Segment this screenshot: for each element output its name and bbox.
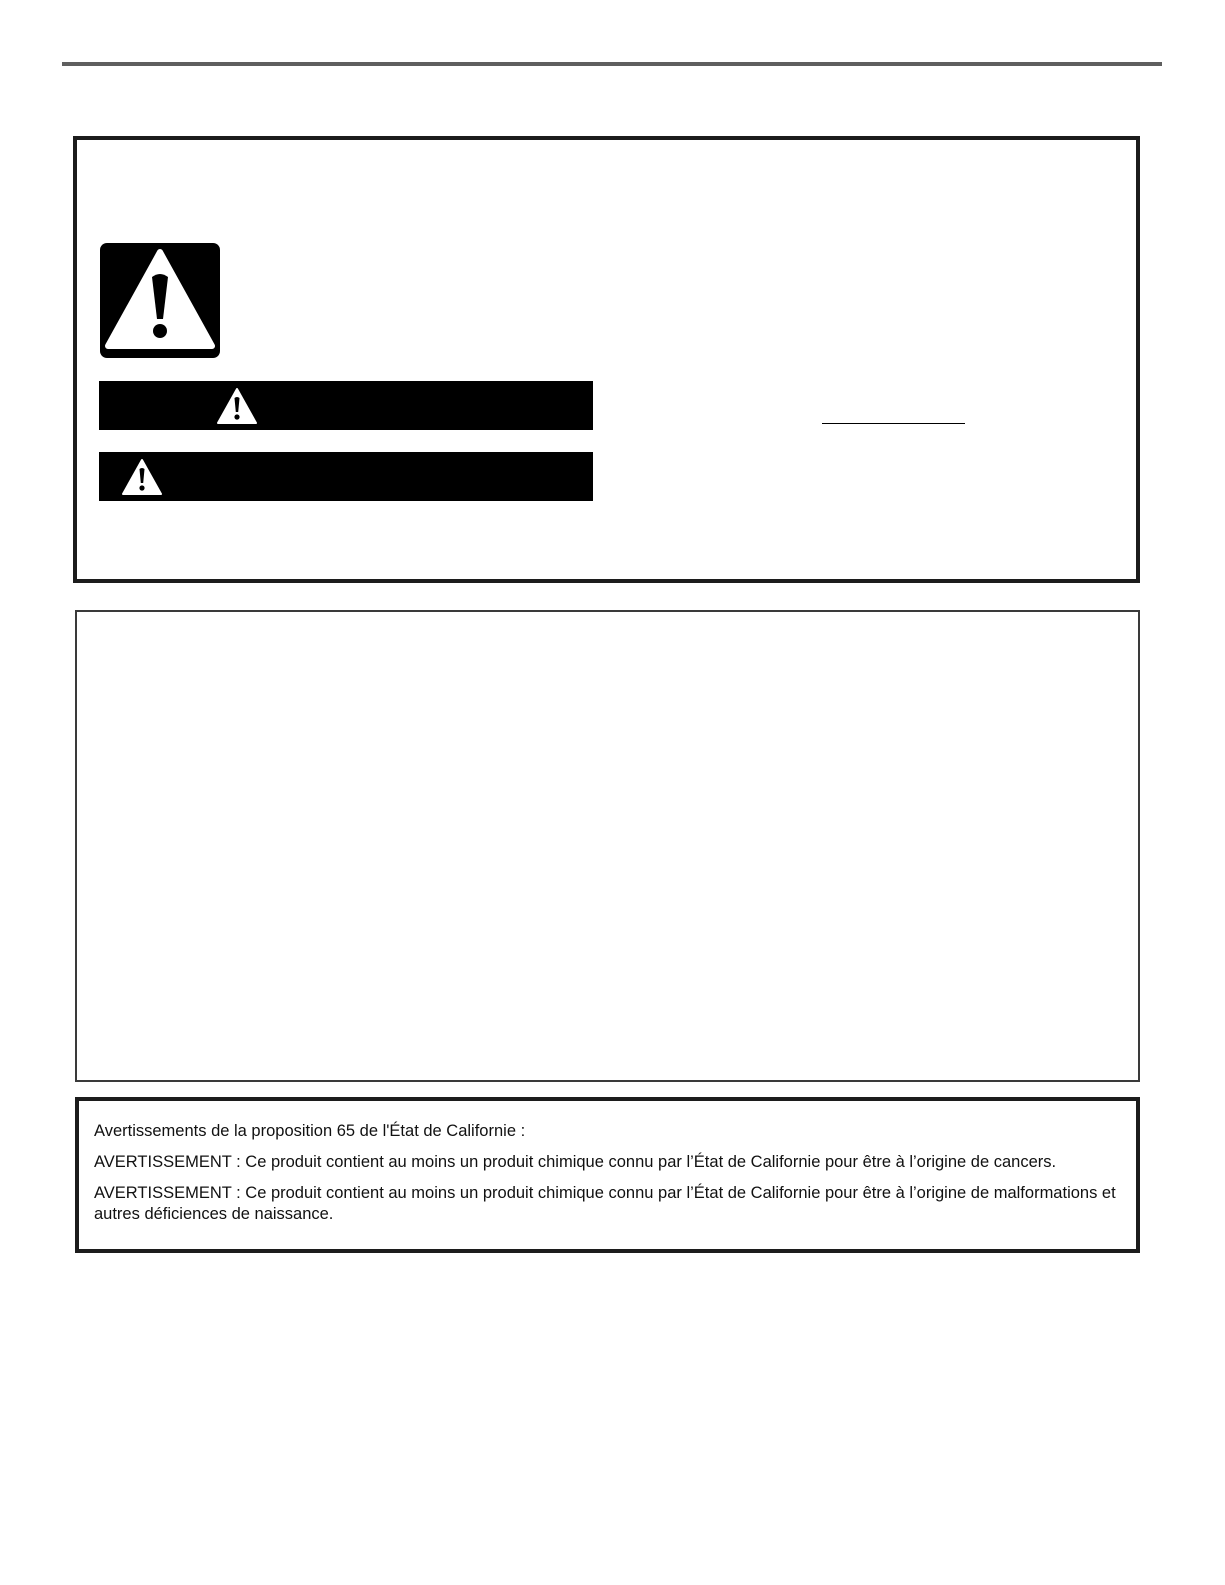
- prop65-heading: Avertissements de la proposition 65 de l'État de Californie :: [94, 1122, 526, 1140]
- warning-signal-bar: [99, 452, 593, 501]
- safety-section-box: [73, 136, 1140, 583]
- prop65-warning-box: [75, 1097, 1140, 1253]
- alert-triangle-icon: [121, 458, 163, 496]
- safety-alert-symbol-icon: [100, 243, 220, 358]
- prop65-birth-defect-warning: AVERTISSEMENT : Ce produit contient au moins un produit chimique connu par l’État de Californie pour être à l’origine de malformations et autres déficiences de naissance.: [94, 1184, 1116, 1223]
- prop65-cancer-warning: AVERTISSEMENT : Ce produit contient au moins un produit chimique connu par l’État de Californie pour être à l’origine de cancers.: [94, 1153, 1057, 1171]
- underline-rule: [822, 423, 965, 424]
- info-section-box: [75, 610, 1140, 1082]
- header-rule: [62, 62, 1162, 66]
- danger-signal-bar: [99, 381, 593, 430]
- alert-triangle-icon: [216, 387, 258, 425]
